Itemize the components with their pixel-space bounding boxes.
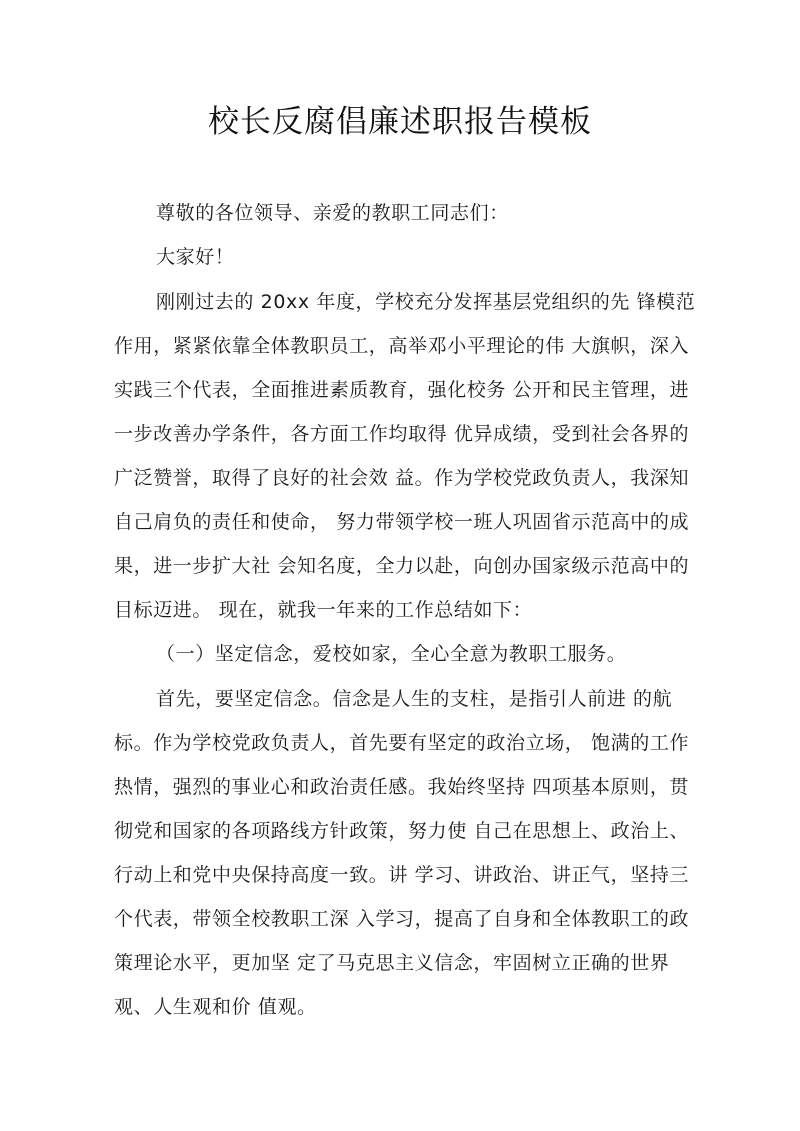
paragraph-line: 刚刚过去的 20xx 年度，学校充分发挥基层党组织的先 锋模范 xyxy=(156,291,696,313)
paragraph-line: 实践三个代表，全面推进素质教育，强化校务 公开和民主管理，进 xyxy=(114,379,690,401)
document-title: 校长反腐倡廉述职报告模板 xyxy=(208,104,592,140)
paragraph-line: 策理论水平，更加坚 定了马克思主义信念，牢固树立正确的世界 xyxy=(114,952,670,974)
paragraph-line: 行动上和党中央保持高度一致。讲 学习、讲政治、讲正气，坚持三 xyxy=(114,864,690,886)
salutation-line: 尊敬的各位领导、亲爱的教职工同志们： xyxy=(156,202,509,224)
section-heading: （一）坚定信念，爱校如家，全心全意为教职工服务。 xyxy=(156,643,627,665)
paragraph-line: 作用，紧紧依靠全体教职员工，高举邓小平理论的伟 大旗帜，深入 xyxy=(114,335,690,357)
paragraph-line: 一步改善办学条件，各方面工作均取得 优异成绩，受到社会各界的 xyxy=(114,423,690,445)
greeting-line: 大家好！ xyxy=(156,246,235,268)
paragraph-line: 彻党和国家的各项路线方针政策，努力使 自己在思想上、政治上、 xyxy=(114,820,690,842)
paragraph-line: 自己肩负的责任和使命， 努力带领学校一班人巩固省示范高中的成 xyxy=(114,511,690,533)
paragraph-line: 目标迈进。 现在，就我一年来的工作总结如下： xyxy=(114,599,533,621)
paragraph-line: 广泛赞誉，取得了良好的社会效 益。作为学校党政负责人，我深知 xyxy=(114,467,690,489)
paragraph-line: 果，进一步扩大社 会知名度，全力以赴，向创办国家级示范高中的 xyxy=(114,555,690,577)
paragraph-line: 热情，强烈的事业心和政治责任感。我始终坚持 四项基本原则，贯 xyxy=(114,776,690,798)
paragraph-line: 标。作为学校党政负责人，首先要有坚定的政治立场， 饱满的工作 xyxy=(114,732,690,754)
paragraph-line: 首先，要坚定信念。信念是人生的支柱，是指引人前进 的航 xyxy=(156,688,673,710)
paragraph-line: 个代表，带领全校教职工深 入学习，提高了自身和全体教职工的政 xyxy=(114,908,690,930)
paragraph-line: 观、人生观和价 值观。 xyxy=(114,996,317,1018)
